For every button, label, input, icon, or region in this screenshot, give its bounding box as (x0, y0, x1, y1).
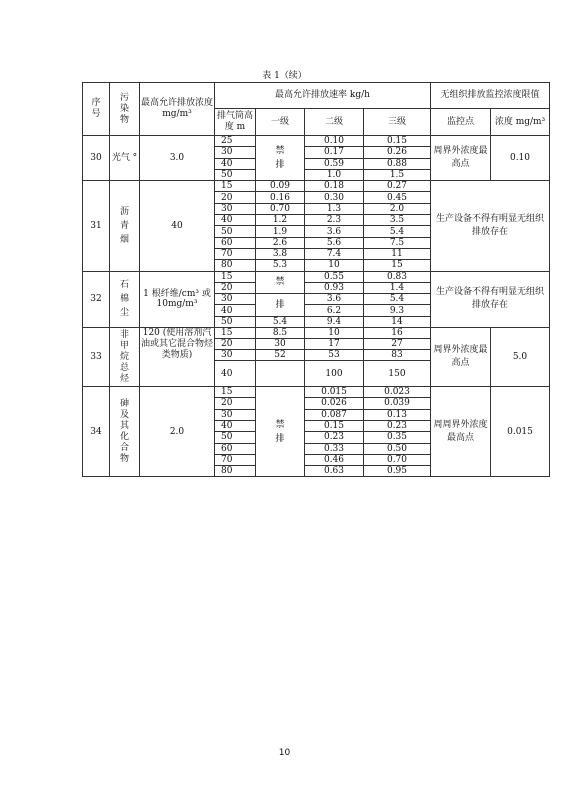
grade1-prohibited-cell: 排 (256, 294, 305, 317)
header-unorganized-limit: 无组织排放监控浓度限值 (431, 83, 550, 109)
grade3-cell: 83 (364, 350, 431, 361)
grade3-cell: 5.4 (364, 294, 431, 305)
grade2-cell: 0.23 (305, 432, 364, 443)
pollutant-cell: 石棉尘 (110, 271, 140, 327)
seq-cell: 32 (83, 271, 110, 327)
grade2-cell: 53 (305, 350, 364, 361)
stack-height-cell: 25 (215, 136, 256, 147)
stack-height-cell: 40 (215, 361, 256, 387)
grade2-cell: 0.93 (305, 282, 364, 293)
grade1-cell: 30 (256, 339, 305, 350)
stack-height-cell: 40 (215, 305, 256, 316)
grade1-cell (256, 361, 305, 387)
emission-limits-table (82, 82, 550, 477)
table-body (83, 83, 550, 477)
grade3-cell: 14 (364, 316, 431, 327)
grade3-cell: 7.5 (364, 237, 431, 248)
pollutant-cell: 砷及其化合物 (110, 387, 140, 477)
stack-height-cell: 50 (215, 226, 256, 237)
stack-height-cell: 20 (215, 398, 256, 409)
grade3-cell: 0.45 (364, 192, 431, 203)
grade3-cell: 0.27 (364, 181, 431, 192)
table-row (83, 136, 550, 147)
grade3-cell: 0.35 (364, 432, 431, 443)
grade3-cell: 0.26 (364, 147, 431, 158)
max-concentration-cell: 3.0 (140, 136, 215, 181)
header-seq: 序号 (83, 83, 110, 136)
grade2-cell: 3.6 (305, 294, 364, 305)
grade1-cell: 1.2 (256, 215, 305, 226)
stack-height-cell: 40 (215, 420, 256, 431)
concentration-cell: 0.10 (491, 136, 550, 181)
max-concentration-cell: 2.0 (140, 387, 215, 477)
grade2-cell: 0.33 (305, 443, 364, 454)
stack-height-cell: 30 (215, 409, 256, 420)
stack-height-cell: 70 (215, 454, 256, 465)
grade1-prohibited-cell: 禁 (256, 271, 305, 294)
grade3-cell: 0.95 (364, 466, 431, 477)
grade3-cell: 150 (364, 361, 431, 387)
grade2-cell: 0.55 (305, 271, 364, 282)
stack-height-cell: 50 (215, 169, 256, 180)
max-concentration-cell: 1 根纤维/cm³ 或 10mg/m³ (140, 271, 215, 327)
grade2-cell: 3.6 (305, 226, 364, 237)
grade3-cell: 0.83 (364, 271, 431, 282)
stack-height-cell: 50 (215, 316, 256, 327)
header-grade1: 一级 (256, 109, 305, 136)
header-grade2: 二级 (305, 109, 364, 136)
stack-height-cell: 15 (215, 328, 256, 339)
grade1-cell: 1.9 (256, 226, 305, 237)
grade3-cell: 27 (364, 339, 431, 350)
stack-height-cell: 70 (215, 248, 256, 259)
grade2-cell: 10 (305, 260, 364, 271)
header-pollutant: 污染物 (110, 83, 140, 136)
stack-height-cell: 60 (215, 237, 256, 248)
stack-height-cell: 15 (215, 271, 256, 282)
table-row (83, 181, 550, 192)
page-number: 10 (278, 748, 291, 758)
grade3-cell: 0.13 (364, 409, 431, 420)
table-row (83, 328, 550, 339)
grade2-cell: 1.3 (305, 203, 364, 214)
monitor-point-cell: 生产设备不得有明显无组织排放存在 (431, 271, 550, 327)
grade2-cell: 17 (305, 339, 364, 350)
max-concentration-cell: 120 (使用溶剂汽油或其它混合物烃类物质) (140, 328, 215, 387)
grade2-cell: 1.0 (305, 169, 364, 180)
stack-height-cell: 80 (215, 260, 256, 271)
concentration-cell: 5.0 (491, 328, 550, 387)
grade2-cell: 5.6 (305, 237, 364, 248)
table-caption: 表 1（续） (262, 71, 307, 81)
concentration-cell: 0.015 (491, 387, 550, 477)
grade1-cell: 52 (256, 350, 305, 361)
seq-cell: 34 (83, 387, 110, 477)
pollutant-cell: 非甲烷总烃 (110, 328, 140, 387)
monitor-point-cell: 周周界外浓度最高点 (431, 387, 491, 477)
grade2-cell: 6.2 (305, 305, 364, 316)
stack-height-cell: 20 (215, 192, 256, 203)
seq-cell: 33 (83, 328, 110, 387)
grade3-cell: 16 (364, 328, 431, 339)
pollutant-cell: 沥青烟 (110, 181, 140, 271)
grade2-cell: 0.18 (305, 181, 364, 192)
grade3-cell: 0.039 (364, 398, 431, 409)
header-max-concentration: 最高允许排放浓度 mg/m³ (140, 83, 215, 136)
table-row (83, 387, 550, 398)
grade2-cell: 9.4 (305, 316, 364, 327)
max-concentration-cell: 40 (140, 181, 215, 271)
stack-height-cell: 30 (215, 203, 256, 214)
grade2-cell: 0.15 (305, 420, 364, 431)
stack-height-cell: 50 (215, 432, 256, 443)
grade3-cell: 1.5 (364, 169, 431, 180)
stack-height-cell: 80 (215, 466, 256, 477)
seq-cell: 30 (83, 136, 110, 181)
monitor-point-cell: 周界外浓度最高点 (431, 136, 491, 181)
grade2-cell: 0.63 (305, 466, 364, 477)
header-monitor-point: 监控点 (431, 109, 491, 136)
monitor-point-cell: 生产设备不得有明显无组织排放存在 (431, 181, 550, 271)
grade1-cell: 5.4 (256, 316, 305, 327)
grade3-cell: 0.023 (364, 387, 431, 398)
grade3-cell: 0.15 (364, 136, 431, 147)
grade1-prohibited-cell: 禁排 (256, 387, 305, 477)
stack-height-cell: 60 (215, 443, 256, 454)
grade3-cell: 0.50 (364, 443, 431, 454)
grade2-cell: 0.17 (305, 147, 364, 158)
grade2-cell: 2.3 (305, 215, 364, 226)
grade3-cell: 1.4 (364, 282, 431, 293)
grade2-cell: 0.30 (305, 192, 364, 203)
grade2-cell: 10 (305, 328, 364, 339)
stack-height-cell: 20 (215, 282, 256, 293)
header-stack-height: 排气筒高度 m (215, 109, 256, 136)
grade1-prohibited-cell: 禁排 (256, 136, 305, 181)
table-row (83, 271, 550, 282)
grade1-cell: 0.70 (256, 203, 305, 214)
grade2-cell: 100 (305, 361, 364, 387)
header-max-rate: 最高允许排放速率 kg/h (215, 83, 431, 109)
grade3-cell: 5.4 (364, 226, 431, 237)
grade2-cell: 0.026 (305, 398, 364, 409)
header-concentration: 浓度 mg/m³ (491, 109, 550, 136)
grade2-cell: 0.10 (305, 136, 364, 147)
grade2-cell: 7.4 (305, 248, 364, 259)
grade3-cell: 11 (364, 248, 431, 259)
grade3-cell: 0.88 (364, 158, 431, 169)
pollutant-cell: 光气 ° (110, 136, 140, 181)
grade2-cell: 0.087 (305, 409, 364, 420)
grade3-cell: 15 (364, 260, 431, 271)
grade3-cell: 2.0 (364, 203, 431, 214)
monitor-point-cell: 周界外浓度最高点 (431, 328, 491, 387)
header-grade3: 三级 (364, 109, 431, 136)
stack-height-cell: 15 (215, 387, 256, 398)
stack-height-cell: 40 (215, 158, 256, 169)
grade1-cell: 5.3 (256, 260, 305, 271)
grade3-cell: 0.23 (364, 420, 431, 431)
stack-height-cell: 30 (215, 350, 256, 361)
stack-height-cell: 15 (215, 181, 256, 192)
grade2-cell: 0.59 (305, 158, 364, 169)
grade1-cell: 0.09 (256, 181, 305, 192)
grade2-cell: 0.46 (305, 454, 364, 465)
stack-height-cell: 40 (215, 215, 256, 226)
stack-height-cell: 30 (215, 294, 256, 305)
grade1-cell: 3.8 (256, 248, 305, 259)
grade1-cell: 8.5 (256, 328, 305, 339)
grade3-cell: 3.5 (364, 215, 431, 226)
grade2-cell: 0.015 (305, 387, 364, 398)
seq-cell: 31 (83, 181, 110, 271)
grade1-cell: 0.16 (256, 192, 305, 203)
stack-height-cell: 30 (215, 147, 256, 158)
grade3-cell: 0.70 (364, 454, 431, 465)
grade3-cell: 9.3 (364, 305, 431, 316)
stack-height-cell: 20 (215, 339, 256, 350)
grade1-cell: 2.6 (256, 237, 305, 248)
